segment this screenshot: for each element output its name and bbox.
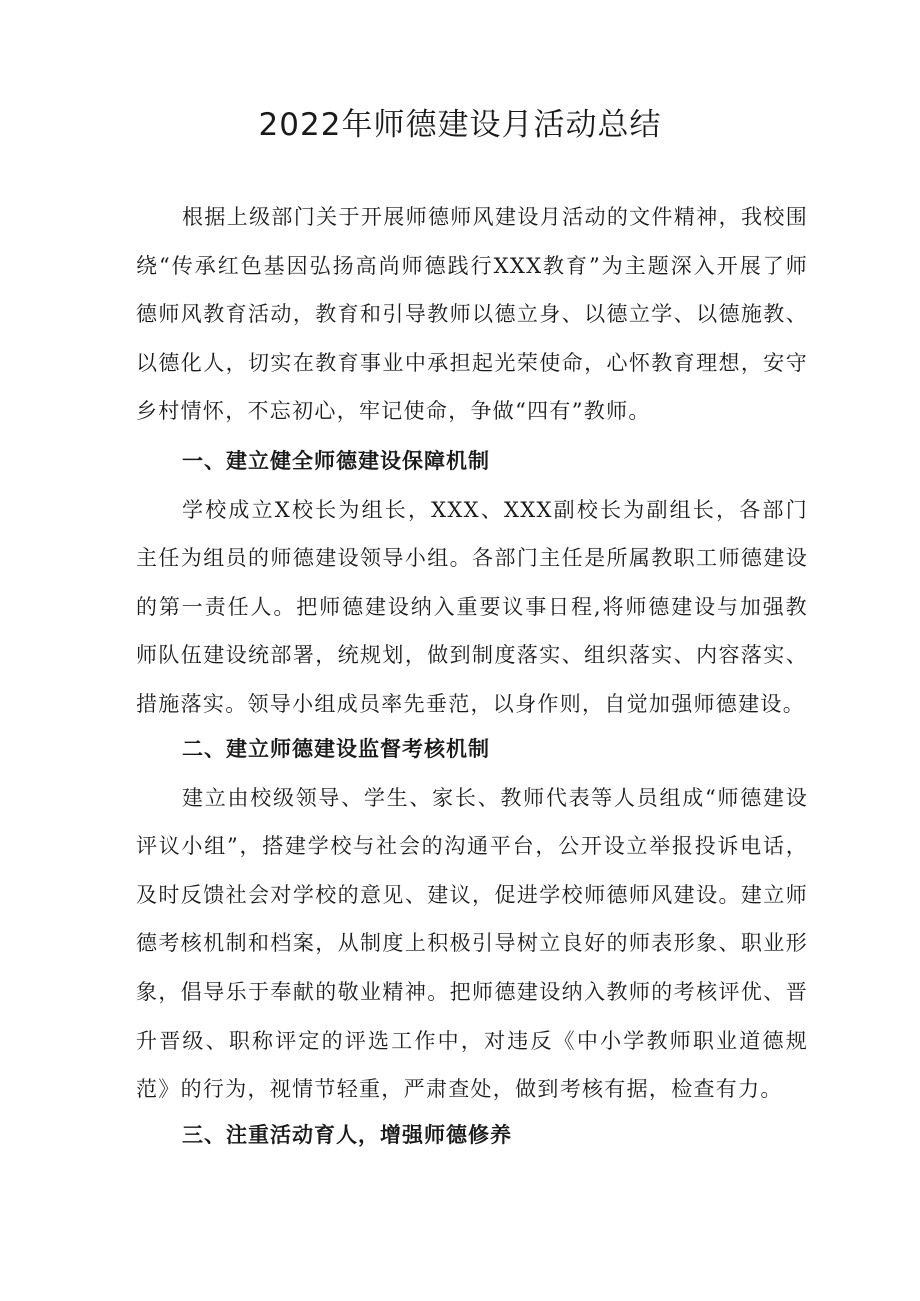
section-heading: 一、建立健全师德建设保障机制 [182,449,490,473]
section-2 [136,725,808,1114]
section-paragraph: 建立由校级领导、学生、家长、教师代表等人员组成“师德建设评议小组”，搭建学校与社会的沟通平台，公开设立举报投诉电话，及时反馈社会对学校的意见、建议，促进学校师德师风建设。建立师德考核机制和档案，从制度上积极引导树立良好的师表形象、职业形象，倡导乐于奉献的敬业精神。把师德建设纳入教师的考核评优、晋升晋级、职称评定的评选工作中，对违反《中小学教师职业道德规范》的行为，视情节轻重，严肃查处，做到考核有据，检查有力。 [136,785,808,1102]
intro-paragraph: 根据上级部门关于开展师德师风建设月活动的文件精神，我校围绕“传承红色基因弘扬高尚师德践行XXX教育”为主题深入开展了师德师风教育活动，教育和引导教师以德立身、以德立学、以德施教、以德化人，切实在教育事业中承担起光荣使命，心怀教育理想，安守乡村情怀，不忘初心，牢记使命，争做“四有”教师。 [136,205,808,424]
section-heading: 二、建立师德建设监督考核机制 [182,737,490,761]
section-1 [136,437,808,729]
intro-block [136,193,808,436]
document-title: 2022年师德建设月活动总结 [258,107,662,143]
section-paragraph: 学校成立X校长为组长，XXX、XXX副校长为副组长，各部门主任为组员的师德建设领导小组。各部门主任是所属教职工师德建设的第一责任人。把师德建设纳入重要议事日程,将师德建设与加强教师队伍建设统部署，统规划，做到制度落实、组织落实、内容落实、措施落实。领导小组成员率先垂范，以身作则，自觉加强师德建设。 [136,497,808,716]
section-heading: 三、注重活动育人，增强师德修养 [182,1123,512,1147]
section-3 [136,1111,808,1160]
